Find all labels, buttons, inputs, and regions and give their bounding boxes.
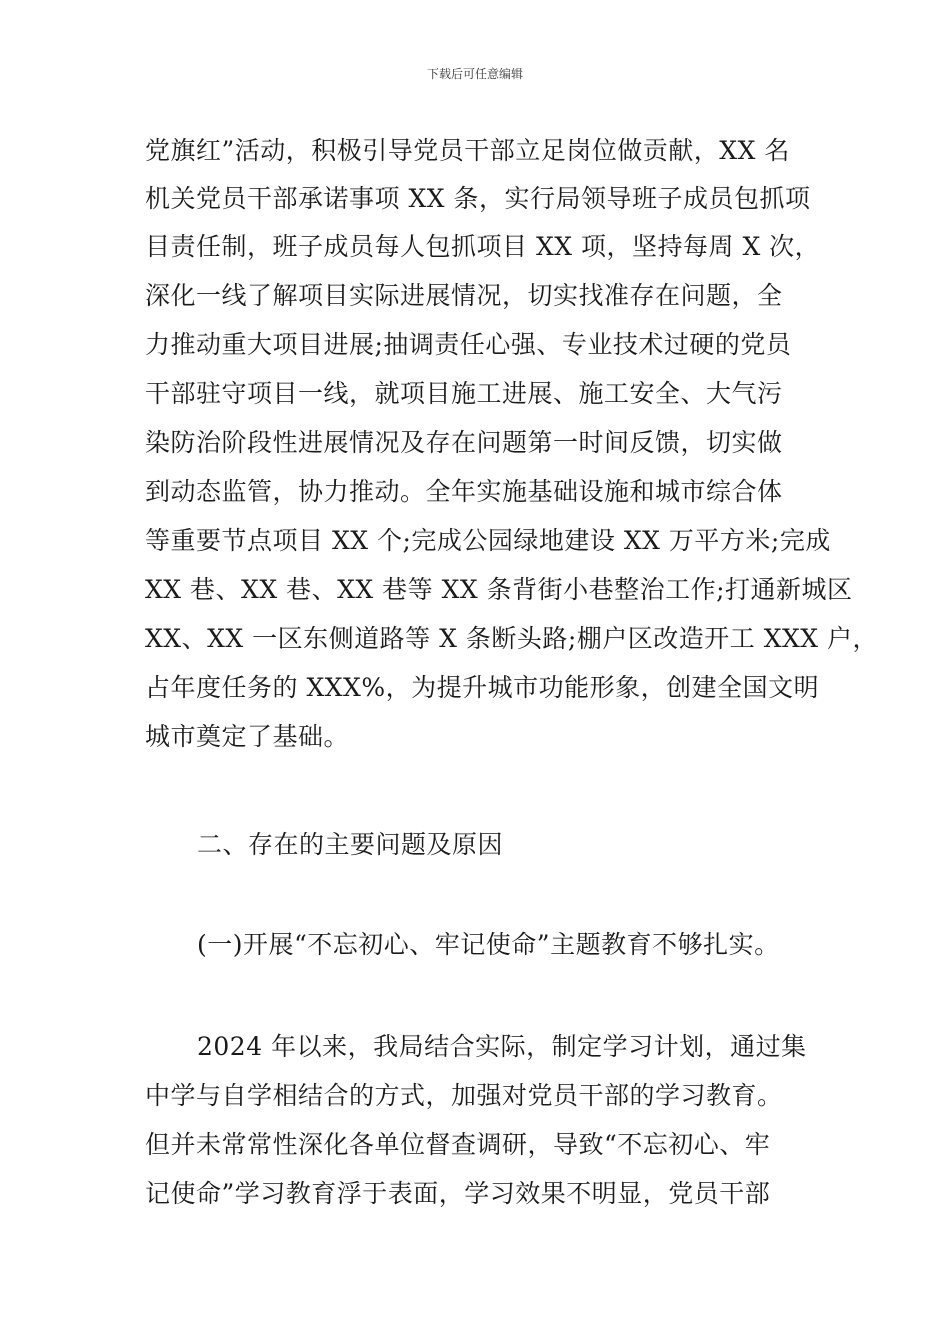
paragraph-line: XX 巷、XX 巷、XX 巷等 XX 条背街小巷整治工作;打通新城区 bbox=[145, 575, 853, 604]
paragraph-line: XX、XX 一区东侧道路等 X 条断头路;棚户区改造开工 XXX 户， bbox=[145, 624, 879, 653]
section-heading: 二、存在的主要问题及原因 bbox=[197, 830, 504, 859]
paragraph-line: 染防治阶段性进展情况及存在问题第一时间反馈，切实做 bbox=[145, 428, 783, 457]
paragraph-line: 力推动重大项目进展;抽调责任心强、专业技术过硬的党员 bbox=[145, 330, 792, 359]
paragraph-line: 机关党员干部承诺事项 XX 条，实行局领导班子成员包抓项 bbox=[145, 184, 811, 213]
sub-heading: (一)开展“不忘初心、牢记使命”主题教育不够扎实。 bbox=[197, 930, 780, 959]
paragraph-line: 到动态监管，协力推动。全年实施基础设施和城市综合体 bbox=[145, 477, 783, 506]
paragraph-line: 中学与自学相结合的方式，加强对党员干部的学习教育。 bbox=[145, 1081, 783, 1110]
paragraph-line: 占年度任务的 XXX%，为提升城市功能形象，创建全国文明 bbox=[145, 673, 820, 702]
paragraph-line: 记使命”学习教育浮于表面，学习效果不明显，党员干部 bbox=[145, 1179, 771, 1208]
paragraph-line: 2024 年以来，我局结合实际，制定学习计划，通过集 bbox=[197, 1032, 807, 1061]
paragraph-line: 等重要节点项目 XX 个;完成公园绿地建设 XX 万平方米;完成 bbox=[145, 526, 831, 555]
paragraph-line: 但并未常常性深化各单位督查调研，导致“不忘初心、牢 bbox=[145, 1130, 771, 1159]
paragraph-line: 党旗红”活动，积极引导党员干部立足岗位做贡献，XX 名 bbox=[145, 136, 790, 165]
paragraph-line: 干部驻守项目一线，就项目施工进展、施工安全、大气污 bbox=[145, 379, 783, 408]
paragraph-line: 目责任制，班子成员每人包抓项目 XX 项，坚持每周 X 次， bbox=[145, 232, 821, 261]
paragraph-line: 城市奠定了基础。 bbox=[145, 722, 350, 751]
paragraph-line: 深化一线了解项目实际进展情况，切实找准存在问题，全 bbox=[145, 281, 783, 310]
page-header: 下载后可任意编辑 bbox=[426, 67, 523, 81]
